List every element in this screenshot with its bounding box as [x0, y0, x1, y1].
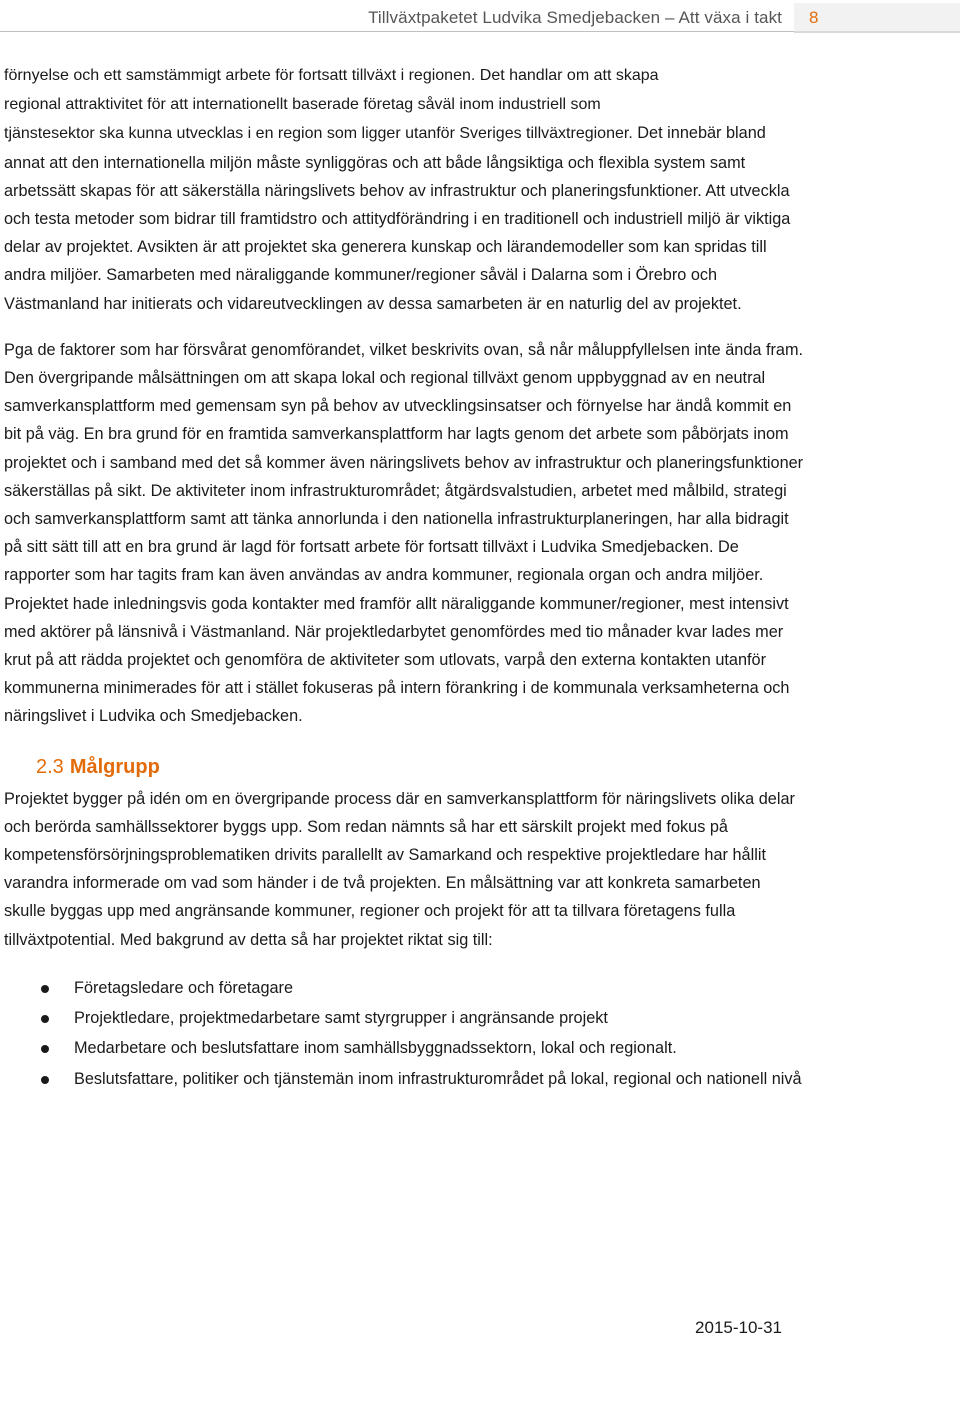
- header-rule: [0, 31, 794, 32]
- section-number: 2.3: [36, 755, 64, 778]
- paragraph-1-rest: Det innebär bland annat att den internationella miljön måste synliggöras och att både långsiktiga och flexibla system samt arbetssätt skapas för att säkerställa näringslivets behov av infrastruktur och planeringsfunktioner. Att utveckla och testa metoder som bidrar till framtidstro och attitydförändring i en traditionell och industriell miljö är viktiga delar av projektet. Avsikten är att projektet ska generera kunskap och lärandemodeller som kan spridas till andra miljöer. Samarbeten med näraliggande kommuner/regioner såväl i Dalarna som i Örebro och Västmanland har initierats och vidareutvecklingen av dessa samarbeten är en naturlig del av projektet.: [4, 124, 791, 313]
- page-number-box: [794, 3, 960, 33]
- section-title: Målgrupp: [69, 755, 160, 778]
- footer-date: 2015-10-31: [695, 1318, 782, 1337]
- header-title: Tillväxtpaketet Ludvika Smedjebacken – Att växa i takt: [368, 8, 782, 27]
- paragraph-3: Projektet bygger på idén om en övergripande process där en samverkansplattform för näringslivets olika delar och berörda samhällssektorer byggs upp. Som redan nämnts så har ett särskilt projekt med fokus på kompetensförsörjningsproblematiken drivits parallellt av Samarkand och respektive projektledare har hållit varandra informerade om vad som händer i de två projekten. En målsättning var att konkreta samarbeten skulle byggas upp med angränsande kommuner, regioner och projekt för att ta tillvara företagens fulla tillväxtpotential. Med bakgrund av detta så har projektet riktat sig till:: [4, 789, 795, 949]
- document-body: [4, 61, 804, 1095]
- list-item: Projektledare, projektmedarbetare samt styrgrupper i angränsande projekt: [4, 1004, 804, 1032]
- bullet-icon: [41, 985, 49, 993]
- list-item: Medarbetare och beslutsfattare inom samhällsbyggnadssektorn, lokal och regionalt.: [4, 1034, 804, 1062]
- page-header: [0, 0, 960, 40]
- list-item: Företagsledare och företagare: [4, 974, 804, 1002]
- target-group-list: [4, 974, 804, 1093]
- bullet-icon: [41, 1045, 49, 1053]
- paragraph-1: [4, 61, 804, 318]
- paragraph-1-line-1: förnyelse och ett samstämmigt arbete för fortsatt tillväxt i regionen. Det handlar om att skapa: [4, 67, 659, 84]
- paragraph-1-line-3: tjänstesektor ska kunna utvecklas i en region som ligger utanför Sveriges tillväxtregioner.: [4, 125, 633, 143]
- paragraph-2: Pga de faktorer som har försvårat genomförandet, vilket beskrivits ovan, så når måluppfyllelsen inte ända fram. Den övergripande målsättningen om att skapa lokal och regional tillväxt genom uppbyggnad av en neutral samverkansplattform med gemensam syn på behov av utvecklingsinsatser och förnyelse har ändå kommit en bit på väg. En bra grund för en framtida samverkansplattform har lagts genom det arbete som påbörjats inom projektet och i samband med det så kommer även näringslivets behov av infrastruktur och planeringsfunktioner säkerställas på sikt. De aktiviteter inom infrastrukturområdet; åtgärdsvalstudien, arbetet med målbild, strategi och samverkansplattform samt att tänka annorlunda i den nationella infrastrukturplaneringen, har alla bidragit på sitt sätt till att en bra grund är lagd för fortsatt arbete för fortsatt tillväxt i Ludvika Smedjebacken. De rapporter som har tagits fram kan även användas av andra kommuner, regionala organ och andra miljöer. Projektet hade inledningsvis goda kontakter med framför allt näraliggande kommuner/regioner, mest intensivt med aktörer på länsnivå i Västmanland. När projektledarbytet genomfördes med tio månader kvar lades mer krut på att rädda projektet och genomföra de aktiviteter som utlovats, varpå den externa kontakten utanför kommunerna minimerades för att i stället fokuseras på intern förankring i de kommunala verksamheterna och näringslivet i Ludvika och Smedjebacken.: [4, 340, 804, 726]
- list-item: Beslutsfattare, politiker och tjänstemän inom infrastrukturområdet på lokal, regional och nationell nivå: [4, 1065, 804, 1093]
- page-number: 8: [809, 8, 819, 27]
- bullet-icon: [41, 1076, 49, 1084]
- paragraph-1-line-2: regional attraktivitet för att internationellt baserade företag såväl inom industriell som: [4, 96, 601, 114]
- bullet-icon: [41, 1015, 49, 1023]
- section-heading: [36, 751, 804, 783]
